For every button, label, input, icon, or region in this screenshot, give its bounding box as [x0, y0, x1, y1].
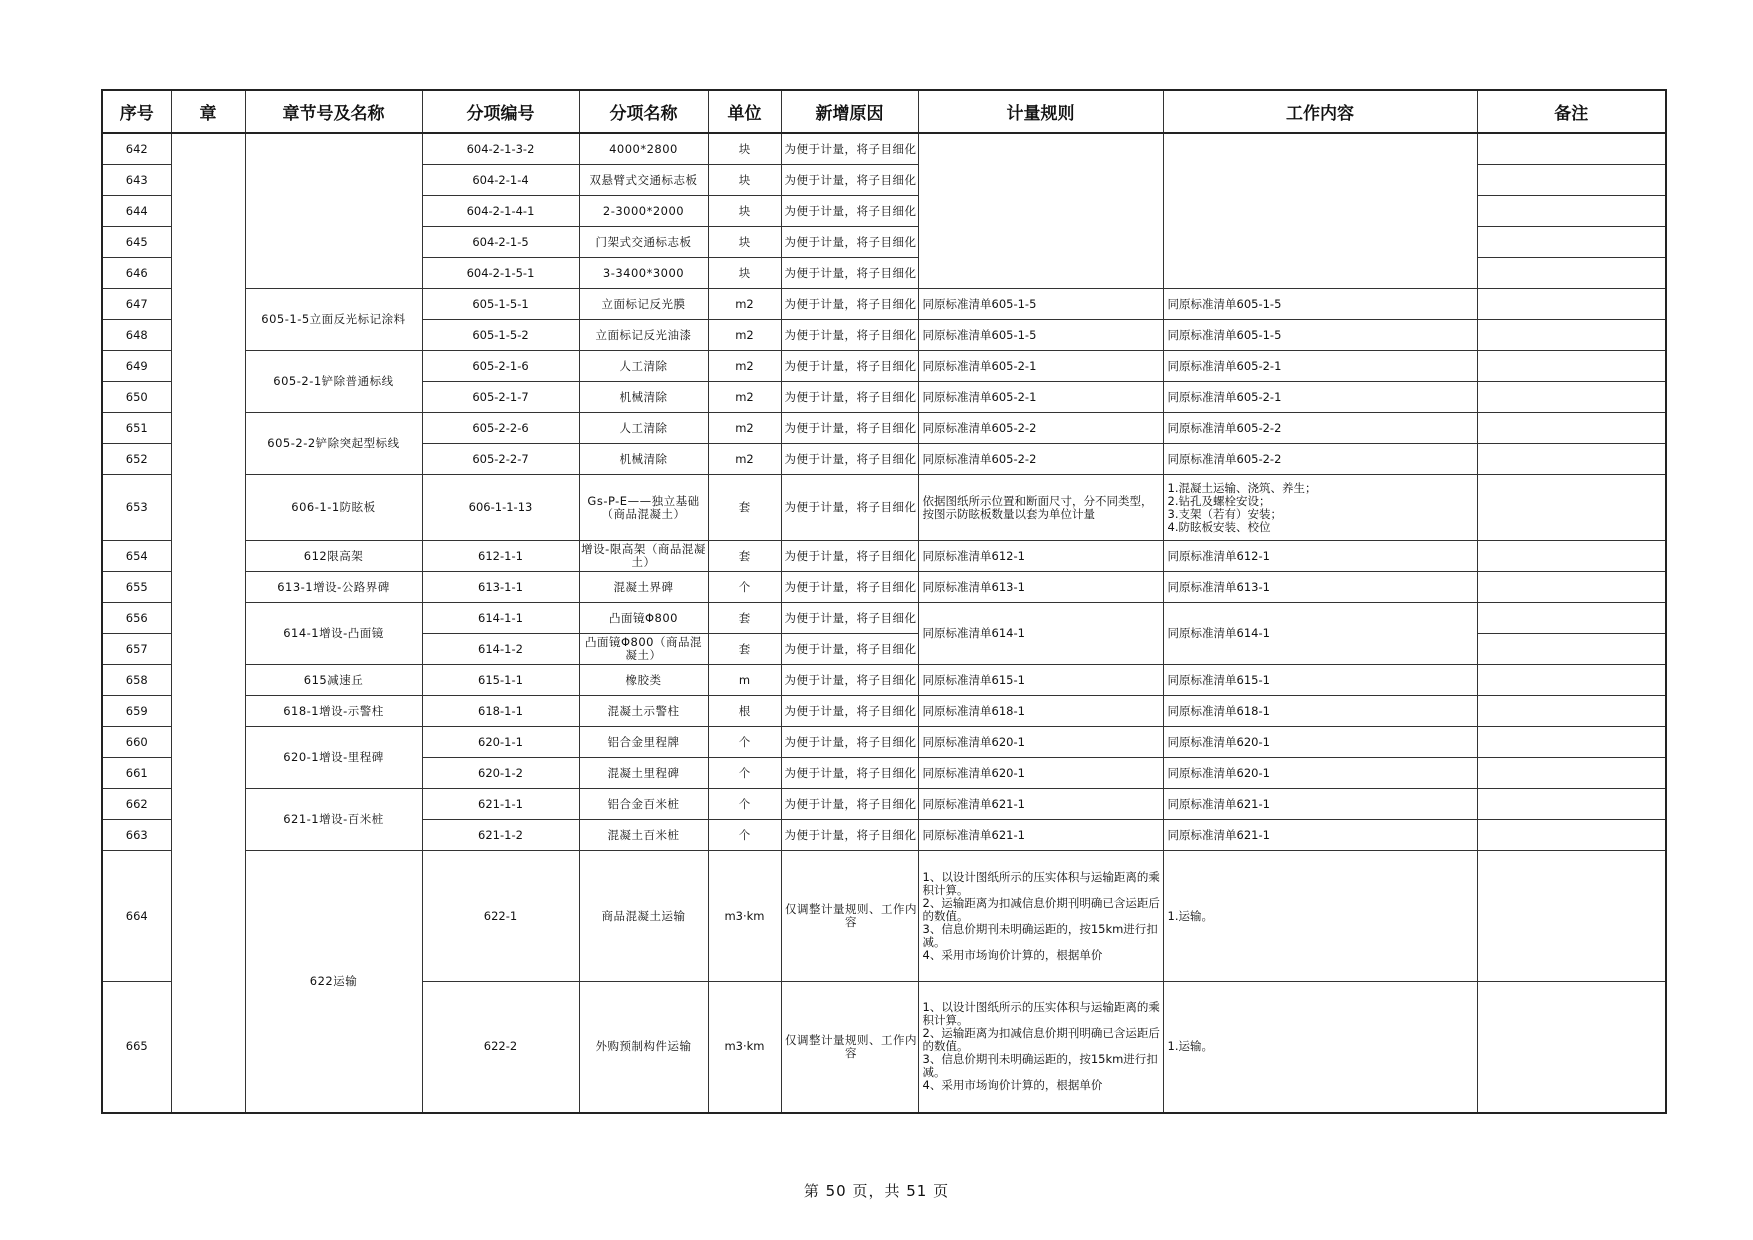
work-cell: 同原标准清单605-2-2: [1163, 444, 1477, 475]
remark-cell: [1477, 541, 1666, 572]
rule-cell: 同原标准清单605-2-2: [918, 413, 1163, 444]
item-name: 4000*2800: [579, 133, 708, 165]
work-cell: 同原标准清单605-2-1: [1163, 351, 1477, 382]
section-cell: 614-1增设-凸面镜: [245, 603, 422, 665]
reason-text: 为便于计量，将子目细化: [784, 766, 917, 780]
unit: 个: [708, 727, 781, 758]
row-number: 643: [102, 165, 171, 196]
col-header-remark: 备注: [1477, 90, 1666, 133]
reason: [781, 603, 918, 634]
table-row: [102, 727, 1666, 758]
item-name: 2-3000*2000: [579, 196, 708, 227]
work-cell: 同原标准清单605-1-5: [1163, 320, 1477, 351]
work-cell: 同原标准清单621-1: [1163, 789, 1477, 820]
reason: [781, 258, 918, 289]
reason: [781, 665, 918, 696]
rule-cell: 同原标准清单621-1: [918, 820, 1163, 851]
rule-cell: [918, 851, 1163, 982]
section-cell: 620-1增设-里程碑: [245, 727, 422, 789]
row-number: 654: [102, 541, 171, 572]
item-name: 门架式交通标志板: [579, 227, 708, 258]
reason: [781, 382, 918, 413]
col-header-section: 章节号及名称: [245, 90, 422, 133]
row-number: 661: [102, 758, 171, 789]
work-cell: 同原标准清单618-1: [1163, 696, 1477, 727]
table-row: [102, 133, 1666, 165]
item-name-text: 凸面镜Φ800（商品混凝土）: [584, 636, 702, 662]
item-name: 外购预制构件运输: [579, 982, 708, 1113]
rule-cell: [918, 133, 1163, 289]
work-cell: 同原标准清单605-2-2: [1163, 413, 1477, 444]
remark-cell: [1477, 789, 1666, 820]
section-cell: 622运输: [245, 851, 422, 1113]
item-code: 606-1-1-13: [422, 475, 579, 541]
item-name: 凸面镜Φ800: [579, 603, 708, 634]
reason: [781, 982, 918, 1113]
unit: 个: [708, 758, 781, 789]
reason-text: 为便于计量，将子目细化: [784, 297, 917, 311]
reason: [781, 475, 918, 541]
row-number: 646: [102, 258, 171, 289]
unit: 个: [708, 789, 781, 820]
reason-text: 为便于计量，将子目细化: [784, 142, 917, 156]
section-cell: [245, 133, 422, 289]
item-code: 612-1-1: [422, 541, 579, 572]
unit: m3·km: [708, 982, 781, 1113]
remark-cell: [1477, 634, 1666, 665]
item-name: 橡胶类: [579, 665, 708, 696]
item-name: [579, 541, 708, 572]
reason: [781, 634, 918, 665]
remark-cell: [1477, 165, 1666, 196]
reason-text: 为便于计量，将子目细化: [784, 452, 917, 466]
reason-text: 为便于计量，将子目细化: [784, 204, 917, 218]
col-header-rule: 计量规则: [918, 90, 1163, 133]
item-name: 立面标记反光油漆: [579, 320, 708, 351]
row-number: 657: [102, 634, 171, 665]
reason: [781, 227, 918, 258]
remark-cell: [1477, 665, 1666, 696]
item-code: 604-2-1-3-2: [422, 133, 579, 165]
reason-text: 为便于计量，将子目细化: [784, 828, 917, 842]
item-code: 605-1-5-2: [422, 320, 579, 351]
row-number: 647: [102, 289, 171, 320]
rule-cell: 同原标准清单620-1: [918, 727, 1163, 758]
remark-cell: [1477, 196, 1666, 227]
unit: m2: [708, 320, 781, 351]
item-name: 机械清除: [579, 444, 708, 475]
section-cell: 613-1增设-公路界碑: [245, 572, 422, 603]
unit: 个: [708, 572, 781, 603]
work-cell: 同原标准清单620-1: [1163, 727, 1477, 758]
reason: [781, 820, 918, 851]
unit: 套: [708, 603, 781, 634]
remark-cell: [1477, 351, 1666, 382]
rule-cell: 同原标准清单605-2-2: [918, 444, 1163, 475]
reason-text: 为便于计量，将子目细化: [784, 266, 917, 280]
remark-cell: [1477, 572, 1666, 603]
reason: [781, 133, 918, 165]
row-number: 648: [102, 320, 171, 351]
work-cell: 同原标准清单605-1-5: [1163, 289, 1477, 320]
item-code: 614-1-2: [422, 634, 579, 665]
section-cell: 605-1-5立面反光标记涂料: [245, 289, 422, 351]
rule-cell: 同原标准清单605-2-1: [918, 351, 1163, 382]
table-row: [102, 851, 1666, 982]
item-name-text: 双悬臂式交通标志板: [589, 173, 698, 187]
item-name: 商品混凝土运输: [579, 851, 708, 982]
table-row: [102, 541, 1666, 572]
reason-text: 为便于计量，将子目细化: [784, 735, 917, 749]
reason-text: 为便于计量，将子目细化: [784, 359, 917, 373]
unit: m2: [708, 289, 781, 320]
reason: [781, 444, 918, 475]
remark-cell: [1477, 133, 1666, 165]
reason: [781, 165, 918, 196]
row-number: 655: [102, 572, 171, 603]
remark-cell: [1477, 227, 1666, 258]
item-name: 铝合金百米桩: [579, 789, 708, 820]
row-number: 660: [102, 727, 171, 758]
reason-text: 为便于计量，将子目细化: [784, 501, 917, 514]
table-row: [102, 696, 1666, 727]
section-cell: 612限高架: [245, 541, 422, 572]
col-header-item-name: 分项名称: [579, 90, 708, 133]
chapter-cell: [171, 133, 245, 1113]
remark-cell: [1477, 444, 1666, 475]
unit: 块: [708, 258, 781, 289]
row-number: 642: [102, 133, 171, 165]
rule-cell: 同原标准清单618-1: [918, 696, 1163, 727]
reason: [781, 541, 918, 572]
remark-cell: [1477, 603, 1666, 634]
rule-text: 1、以设计图纸所示的压实体积与运输距离的乘积计算。 2、运输距离为扣减信息价期刊明确已含运距后的数值。 3、信息价期刊未明确运距的，按15km进行扣减。 4、采用市场询价计算的，根据单价: [922, 1001, 1160, 1093]
item-code: 621-1-2: [422, 820, 579, 851]
item-code: 604-2-1-4: [422, 165, 579, 196]
table-row: [102, 289, 1666, 320]
col-header-unit: 单位: [708, 90, 781, 133]
item-name: Gs-P-E——独立基础（商品混凝土）: [579, 475, 708, 541]
table-row: [102, 351, 1666, 382]
reason-text: 为便于计量，将子目细化: [784, 642, 917, 656]
table-row: [102, 789, 1666, 820]
remark-cell: [1477, 320, 1666, 351]
remark-cell: [1477, 696, 1666, 727]
work-cell: 1.运输。: [1163, 851, 1477, 982]
reason-text: 为便于计量，将子目细化: [784, 421, 917, 435]
rule-cell: 同原标准清单612-1: [918, 541, 1163, 572]
unit: m3·km: [708, 851, 781, 982]
work-cell: 同原标准清单621-1: [1163, 820, 1477, 851]
rule-cell: [918, 982, 1163, 1113]
unit: 根: [708, 696, 781, 727]
item-name: 混凝土百米桩: [579, 820, 708, 851]
item-name: 混凝土示警柱: [579, 696, 708, 727]
row-number: 658: [102, 665, 171, 696]
unit: 块: [708, 133, 781, 165]
rule-cell: 同原标准清单613-1: [918, 572, 1163, 603]
item-name: 机械清除: [579, 382, 708, 413]
col-header-chapter: 章: [171, 90, 245, 133]
reason: [781, 851, 918, 982]
row-number: 662: [102, 789, 171, 820]
work-cell: 同原标准清单612-1: [1163, 541, 1477, 572]
section-cell: 606-1-1防眩板: [245, 475, 422, 541]
reason-text: 为便于计量，将子目细化: [784, 173, 917, 187]
table-row: [102, 413, 1666, 444]
item-name: [579, 165, 708, 196]
header-row: [102, 90, 1666, 133]
remark-cell: [1477, 758, 1666, 789]
item-name-text: 增设-限高架（商品混凝土）: [581, 543, 706, 569]
section-cell: 605-2-1铲除普通标线: [245, 351, 422, 413]
row-number: 644: [102, 196, 171, 227]
remark-cell: [1477, 289, 1666, 320]
item-code: 605-2-1-6: [422, 351, 579, 382]
item-name: 人工清除: [579, 413, 708, 444]
remark-cell: [1477, 258, 1666, 289]
item-code: 620-1-2: [422, 758, 579, 789]
item-code: 605-2-2-6: [422, 413, 579, 444]
item-code: 604-2-1-5-1: [422, 258, 579, 289]
row-number: 649: [102, 351, 171, 382]
row-number: 653: [102, 475, 171, 541]
section-cell: 615减速丘: [245, 665, 422, 696]
reason: [781, 758, 918, 789]
work-cell: 同原标准清单620-1: [1163, 758, 1477, 789]
work-cell: [1163, 133, 1477, 289]
col-header-work: 工作内容: [1163, 90, 1477, 133]
unit: 个: [708, 820, 781, 851]
reason: [781, 696, 918, 727]
reason: [781, 413, 918, 444]
work-cell: 同原标准清单614-1: [1163, 603, 1477, 665]
row-number: 651: [102, 413, 171, 444]
item-code: 618-1-1: [422, 696, 579, 727]
unit: 块: [708, 227, 781, 258]
section-cell: 605-2-2铲除突起型标线: [245, 413, 422, 475]
item-name: [579, 634, 708, 665]
reason-text: 仅调整计量规则、工作内容: [785, 1033, 917, 1060]
work-cell: 1.运输。: [1163, 982, 1477, 1113]
item-name: 铝合金里程牌: [579, 727, 708, 758]
work-cell: 同原标准清单605-2-1: [1163, 382, 1477, 413]
table-row: [102, 475, 1666, 541]
item-code: 604-2-1-5: [422, 227, 579, 258]
item-name: 混凝土里程碑: [579, 758, 708, 789]
reason: [781, 351, 918, 382]
reason: [781, 289, 918, 320]
rule-cell: 同原标准清单620-1: [918, 758, 1163, 789]
remark-cell: [1477, 851, 1666, 982]
rule-cell: 同原标准清单614-1: [918, 603, 1163, 665]
unit: m2: [708, 413, 781, 444]
table-row: [102, 572, 1666, 603]
item-code: 621-1-1: [422, 789, 579, 820]
reason-text: 为便于计量，将子目细化: [784, 611, 917, 625]
rule-cell: 依据图纸所示位置和断面尺寸，分不同类型，按图示防眩板数量以套为单位计量: [918, 475, 1163, 541]
row-number: 659: [102, 696, 171, 727]
reason: [781, 789, 918, 820]
col-header-no: 序号: [102, 90, 171, 133]
work-cell: 同原标准清单615-1: [1163, 665, 1477, 696]
row-number: 664: [102, 851, 171, 982]
unit: 套: [708, 634, 781, 665]
page-footer: 第 50 页，共 51 页: [803, 1182, 950, 1200]
rule-cell: 同原标准清单605-1-5: [918, 289, 1163, 320]
item-name: 人工清除: [579, 351, 708, 382]
row-number: 645: [102, 227, 171, 258]
col-header-item-code: 分项编号: [422, 90, 579, 133]
section-cell: 621-1增设-百米桩: [245, 789, 422, 851]
item-code: 615-1-1: [422, 665, 579, 696]
rule-cell: 同原标准清单615-1: [918, 665, 1163, 696]
row-number: 656: [102, 603, 171, 634]
reason: [781, 572, 918, 603]
item-code: 622-2: [422, 982, 579, 1113]
unit: 套: [708, 541, 781, 572]
col-header-reason: 新增原因: [781, 90, 918, 133]
reason-text: 为便于计量，将子目细化: [784, 673, 917, 687]
unit: m: [708, 665, 781, 696]
reason: [781, 727, 918, 758]
remark-cell: [1477, 382, 1666, 413]
reason-text: 为便于计量，将子目细化: [784, 549, 917, 563]
reason-text: 为便于计量，将子目细化: [784, 580, 917, 594]
unit: 块: [708, 165, 781, 196]
rule-cell: 同原标准清单605-1-5: [918, 320, 1163, 351]
rule-cell: 同原标准清单621-1: [918, 789, 1163, 820]
reason-text: 为便于计量，将子目细化: [784, 390, 917, 404]
work-cell: 同原标准清单613-1: [1163, 572, 1477, 603]
item-name: 混凝土界碑: [579, 572, 708, 603]
unit: m2: [708, 382, 781, 413]
unit: m2: [708, 351, 781, 382]
item-code: 605-2-1-7: [422, 382, 579, 413]
row-number: 663: [102, 820, 171, 851]
item-name: 立面标记反光膜: [579, 289, 708, 320]
item-code: 622-1: [422, 851, 579, 982]
reason-text: 为便于计量，将子目细化: [784, 704, 917, 718]
reason: [781, 196, 918, 227]
row-number: 665: [102, 982, 171, 1113]
reason-text: 为便于计量，将子目细化: [784, 328, 917, 342]
work-text: 1.混凝土运输、浇筑、养生； 2.钻孔及螺栓安设； 3.支架（若有）安装； 4.防眩板安装、校位: [1167, 481, 1317, 534]
remark-cell: [1477, 475, 1666, 541]
bill-table: [101, 89, 1667, 1114]
table-row: [102, 603, 1666, 634]
unit: m2: [708, 444, 781, 475]
rule-cell: 同原标准清单605-2-1: [918, 382, 1163, 413]
item-code: 620-1-1: [422, 727, 579, 758]
reason-text: 为便于计量，将子目细化: [784, 235, 917, 249]
remark-cell: [1477, 413, 1666, 444]
row-number: 652: [102, 444, 171, 475]
row-number: 650: [102, 382, 171, 413]
remark-cell: [1477, 982, 1666, 1113]
unit: 块: [708, 196, 781, 227]
unit: 套: [708, 475, 781, 541]
rule-text: 1、以设计图纸所示的压实体积与运输距离的乘积计算。 2、运输距离为扣减信息价期刊明确已含运距后的数值。 3、信息价期刊未明确运距的，按15km进行扣减。 4、采用市场询价计算的，根据单价: [922, 870, 1160, 962]
item-code: 605-2-2-7: [422, 444, 579, 475]
remark-cell: [1477, 820, 1666, 851]
remark-cell: [1477, 727, 1666, 758]
work-cell: [1163, 475, 1477, 541]
reason: [781, 320, 918, 351]
reason-text: 为便于计量，将子目细化: [784, 797, 917, 811]
reason-text: 仅调整计量规则、工作内容: [785, 903, 917, 929]
table-row: [102, 665, 1666, 696]
item-name: 3-3400*3000: [579, 258, 708, 289]
item-code: 614-1-1: [422, 603, 579, 634]
section-cell: 618-1增设-示警柱: [245, 696, 422, 727]
item-code: 604-2-1-4-1: [422, 196, 579, 227]
item-code: 613-1-1: [422, 572, 579, 603]
item-code: 605-1-5-1: [422, 289, 579, 320]
